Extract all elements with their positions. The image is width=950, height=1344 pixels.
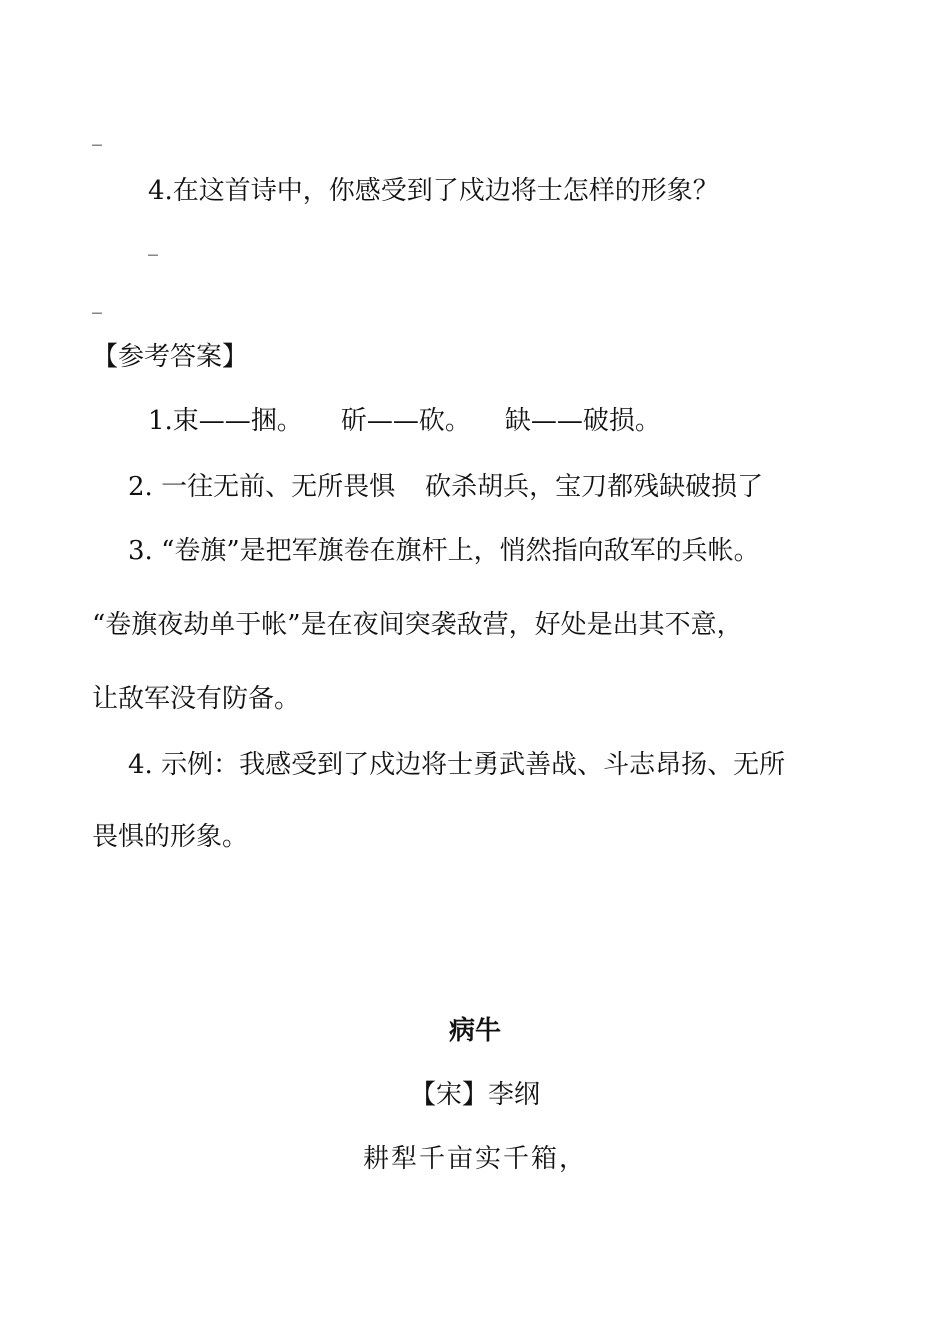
answer-1-part-2: 斫——砍。 (340, 406, 471, 436)
blank-line-2: _ (148, 232, 158, 256)
answer-1 (148, 406, 661, 436)
blank-line-1: _ (92, 122, 102, 146)
answer-4-line-2: 畏惧的形象。 (92, 822, 249, 852)
answer-heading: 【参考答案】 (92, 342, 249, 372)
question-4: 4.在这首诗中，你感受到了戍边将士怎样的形象？ (148, 176, 719, 206)
answer-2-part-1: 2. 一往无前、无所畏惧 (128, 472, 396, 502)
answer-1-part-1: 1.束——捆。 (148, 406, 303, 436)
answer-1-part-3: 缺——破损。 (504, 406, 661, 436)
answer-3-line-1: 3. “卷旗”是把军旗卷在旗杆上，悄然指向敌军的兵帐。 (128, 536, 760, 566)
answer-4-line-1: 4. 示例：我感受到了戍边将士勇武善战、斗志昂扬、无所 (128, 750, 786, 780)
answer-3-line-3: 让敌军没有防备。 (92, 684, 301, 714)
poem-line-1: 耕犁千亩实千箱， (362, 1144, 587, 1174)
answer-2-part-2: 砍杀胡兵，宝刀都残缺破损了 (425, 472, 764, 502)
answer-3-line-2: “卷旗夜劫单于帐”是在夜间突袭敌营，好处是出其不意， (92, 610, 743, 640)
poem-title: 病牛 (448, 1016, 501, 1046)
answer-2 (128, 472, 763, 502)
blank-line-3: _ (92, 290, 102, 314)
poem-author: 【宋】李纲 (409, 1080, 540, 1110)
